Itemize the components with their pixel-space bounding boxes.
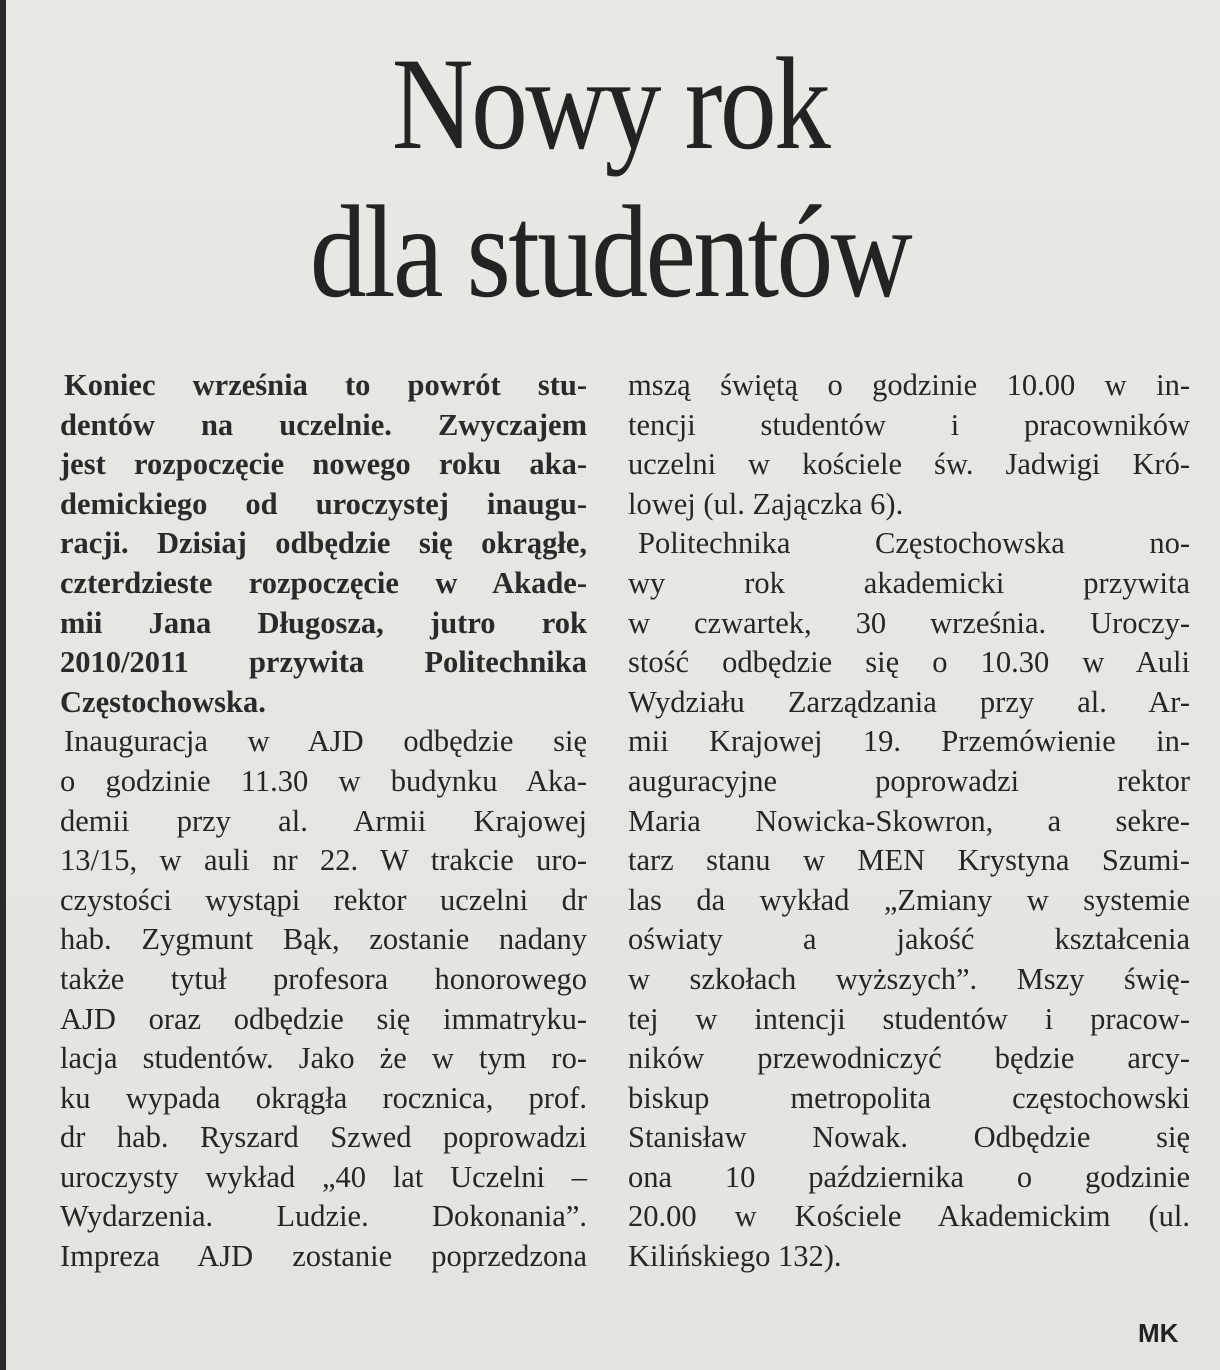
- body-line: demii przy al. Armii Krajowej: [60, 803, 587, 838]
- author-signature: MK: [1138, 1318, 1179, 1348]
- lead-line: jest rozpoczęcie nowego roku aka-: [60, 447, 587, 482]
- body-line: uroczysty wykład „40 lat Uczelni –: [60, 1159, 587, 1194]
- body-line: lowej (ul. Zajączka 6).: [628, 486, 904, 521]
- body-line: w szkołach wyższych”. Mszy świę-: [628, 961, 1190, 996]
- lead-line: 2010/2011 przywita Politechnika: [60, 645, 587, 680]
- body-line: las da wykład „Zmiany w systemie: [628, 882, 1190, 917]
- headline-line-2: dla studentów: [309, 178, 911, 325]
- lead-line: demickiego od uroczystej inaugu-: [60, 486, 587, 521]
- body-line: Impreza AJD zostanie poprzedzona: [60, 1239, 587, 1274]
- body-paragraph: [628, 524, 1190, 1276]
- body-line: uczelni w kościele św. Jadwigi Kró-: [628, 447, 1190, 482]
- body-line: oświaty a jakość kształcenia: [628, 922, 1190, 957]
- body-line: auguracyjne poprowadzi rektor: [628, 763, 1190, 798]
- body-paragraph: [628, 366, 1190, 524]
- body-line: Kilińskiego 132).: [628, 1239, 842, 1274]
- body-line: w czwartek, 30 września. Uroczy-: [628, 605, 1190, 640]
- body-line: ku wypada okrągła rocznica, prof.: [60, 1080, 587, 1115]
- lead-line: Koniec września to powrót stu-: [64, 368, 587, 402]
- body-line: ników przewodniczyć będzie arcy-: [628, 1041, 1190, 1076]
- body-line: Stanisław Nowak. Odbędzie się: [628, 1120, 1190, 1155]
- headline-line-1: Nowy rok: [391, 30, 829, 177]
- lead-line: mii Jana Długosza, jutro rok: [60, 605, 587, 640]
- body-paragraph: [60, 722, 587, 1276]
- body-line: lacja studentów. Jako że w tym ro-: [60, 1041, 587, 1076]
- body-line: mszą świętą o godzinie 10.00 w in-: [628, 368, 1190, 402]
- body-line: ona 10 października o godzinie: [628, 1159, 1190, 1194]
- body-line: tencji studentów i pracowników: [628, 407, 1190, 442]
- body-line: także tytuł profesora honorowego: [60, 961, 587, 996]
- body-line: hab. Zygmunt Bąk, zostanie nadany: [60, 922, 587, 957]
- body-line: tarz stanu w MEN Krystyna Szumi-: [628, 843, 1190, 878]
- body-line: 13/15, w auli nr 22. W trakcie uro-: [60, 843, 587, 878]
- lead-line: racji. Dzisiaj odbędzie się okrągłe,: [60, 526, 587, 561]
- body-line: Wydziału Zarządzania przy al. Ar-: [628, 684, 1190, 719]
- body-line: Politechnika Częstochowska no-: [638, 526, 1190, 561]
- body-line: stość odbędzie się o 10.30 w Auli: [628, 645, 1190, 680]
- body-line: AJD oraz odbędzie się immatryku-: [60, 1001, 587, 1036]
- body-line: czystości wystąpi rektor uczelni dr: [60, 882, 587, 917]
- lead-paragraph: [60, 366, 587, 722]
- lead-line: Częstochowska.: [60, 684, 266, 719]
- right-column: [628, 366, 1190, 1277]
- body-line: tej w intencji studentów i pracow-: [628, 1001, 1190, 1036]
- body-line: Maria Nowicka-Skowron, a sekre-: [628, 803, 1190, 838]
- body-line: o godzinie 11.30 w budynku Aka-: [60, 763, 587, 798]
- lead-line: czterdzieste rozpoczęcie w Akade-: [60, 565, 587, 600]
- body-line: biskup metropolita częstochowski: [628, 1080, 1190, 1115]
- headline: [0, 30, 1220, 326]
- body-line: Inauguracja w AJD odbędzie się: [64, 724, 587, 759]
- body-line: 20.00 w Kościele Akademickim (ul.: [628, 1199, 1190, 1234]
- left-column: [60, 366, 587, 1277]
- body-line: Wydarzenia. Ludzie. Dokonania”.: [60, 1199, 587, 1234]
- body-line: mii Krajowej 19. Przemówienie in-: [628, 724, 1190, 759]
- lead-line: dentów na uczelnie. Zwyczajem: [60, 407, 587, 442]
- body-line: dr hab. Ryszard Szwed poprowadzi: [60, 1120, 587, 1155]
- body-line: wy rok akademicki przywita: [628, 565, 1190, 600]
